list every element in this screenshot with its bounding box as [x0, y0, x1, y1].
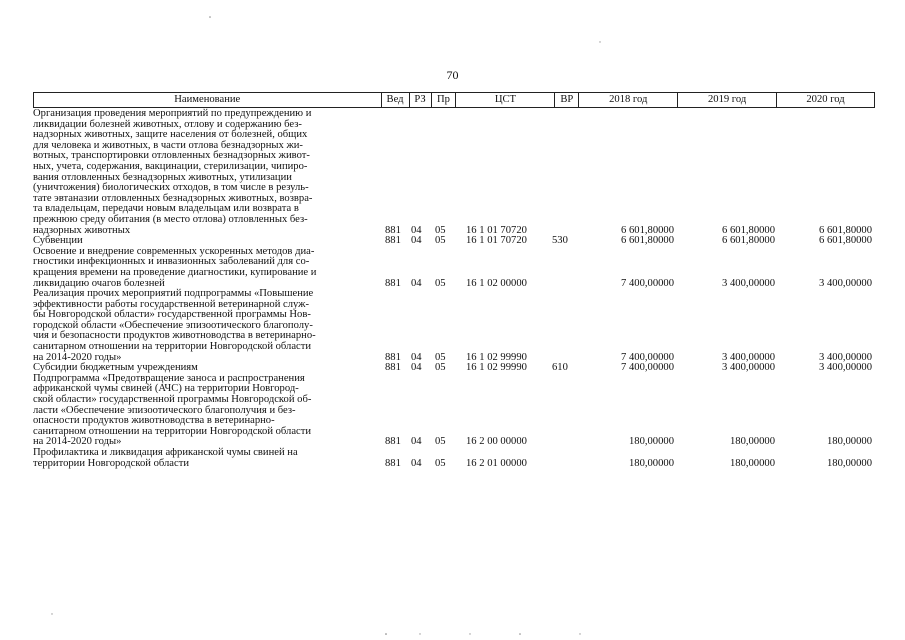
- row-cst: 16 2 01 00000: [466, 457, 527, 469]
- row-2018: 7 400,00000: [621, 362, 674, 374]
- row-rz: 04: [411, 362, 422, 374]
- header-cst: ЦСТ: [456, 93, 555, 108]
- header-2019: 2019 год: [678, 93, 777, 108]
- row-ved: 881: [385, 235, 401, 247]
- row-pr: 05: [435, 351, 446, 363]
- row-name: Субвенции: [33, 235, 83, 247]
- row-ved: 881: [385, 457, 401, 469]
- page-number: 70: [446, 68, 459, 82]
- row-2019: 3 400,00000: [722, 351, 775, 363]
- row-2020: 6 601,80000: [819, 224, 872, 236]
- row-pr: 05: [435, 277, 446, 289]
- header-rz: РЗ: [409, 93, 431, 108]
- row-2018: 180,00000: [628, 457, 674, 469]
- row-rz: 04: [411, 224, 422, 236]
- row-name: Организация проведения мероприятий по предупреждению и ликвидации болезней животных, отлову и содержанию без- надзорных животных, защите населения от болезней, общих для человека и животных, в части отлова безнадзорных жи- вотных, транспортировки отловленных безнадзорных живот- ных, учета, содержания, вакцинации, стерилизации, чипиро- вания отловленных безнадзорных животных, утилизации (уничтожения) биологических отходов, в том числе в резуль- тате эвтаназии отловленных безнадзорных животных, возвра- та владельцам, передачи новым владельцам или возврата в прежнюю среду обитания (в место отлова) отловленных без- надзорных животных: [33, 108, 313, 236]
- row-cst: 16 1 02 99990: [466, 362, 527, 374]
- row-name: Профилактика и ликвидация африканской чумы свиней на территории Новгородской области: [33, 447, 298, 469]
- row-pr: 05: [435, 436, 446, 448]
- row-name: Подпрограмма «Предотвращение заноса и распространения африканской чумы свиней (АЧС) на территории Новгород- ской области» государственной программы Новгородской об- ласти «Обеспечение эпизоотического благополучия и без- опасности продуктов животноводства в ветеринарно- санитарном отношении на территории Новгородской области на 2014-2020 годы»: [33, 372, 312, 448]
- row-2019: 6 601,80000: [722, 224, 775, 236]
- row-pr: 05: [435, 457, 446, 469]
- row-pr: 05: [435, 362, 446, 374]
- row-2020: 180,00000: [826, 436, 872, 448]
- row-pr: 05: [435, 224, 446, 236]
- header-2018: 2018 год: [579, 93, 678, 108]
- row-ved: 881: [385, 436, 401, 448]
- row-rz: 04: [411, 277, 422, 289]
- row-vr: 530: [552, 235, 568, 247]
- row-rz: 04: [411, 457, 422, 469]
- row-name: Реализация прочих мероприятий подпрограммы «Повышение эффективности работы государственной ветеринарной служ- бы Новгородской области» государственной программы Нов- городской области «Обеспечение эпизоотического благополу- чия и безопасности продуктов животноводства в ветеринарно- санитарном отношении на территории Новгородской области на 2014-2020 годы»: [33, 288, 316, 363]
- row-2020: 3 400,00000: [819, 362, 872, 374]
- header-pr: Пр: [431, 93, 456, 108]
- row-2018: 6 601,80000: [621, 224, 674, 236]
- row-2018: 7 400,00000: [621, 351, 674, 363]
- row-2019: 3 400,00000: [722, 362, 775, 374]
- header-name: Наименование: [34, 93, 382, 108]
- row-2020: 6 601,80000: [819, 235, 872, 247]
- row-2019: 6 601,80000: [722, 235, 775, 247]
- row-2020: 3 400,00000: [819, 277, 872, 289]
- row-2019: 180,00000: [729, 457, 775, 469]
- row-ved: 881: [385, 277, 401, 289]
- row-cst: 16 1 01 70720: [466, 224, 527, 236]
- row-2019: 3 400,00000: [722, 277, 775, 289]
- header-vr: ВР: [555, 93, 579, 108]
- row-cst: 16 2 00 00000: [466, 436, 527, 448]
- row-rz: 04: [411, 436, 422, 448]
- row-2018: 7 400,00000: [621, 277, 674, 289]
- row-rz: 04: [411, 235, 422, 247]
- row-vr: 610: [552, 362, 568, 374]
- row-2018: 180,00000: [628, 436, 674, 448]
- header-ved: Вед: [381, 93, 409, 108]
- row-cst: 16 1 01 70720: [466, 235, 527, 247]
- row-cst: 16 1 02 99990: [466, 351, 527, 363]
- row-ved: 881: [385, 224, 401, 236]
- header-2020: 2020 год: [777, 93, 875, 108]
- row-cst: 16 1 02 00000: [466, 277, 527, 289]
- row-name: Освоение и внедрение современных ускоренных методов диа- гностики инфекционных и инвазионных заболеваний для со- кращения времени на проведение диагностики, купирование и ликвидацию очагов болезней: [33, 245, 317, 289]
- row-pr: 05: [435, 235, 446, 247]
- row-ved: 881: [385, 351, 401, 363]
- row-2019: 180,00000: [729, 436, 775, 448]
- row-rz: 04: [411, 351, 422, 363]
- row-2020: 180,00000: [826, 457, 872, 469]
- row-2020: 3 400,00000: [819, 351, 872, 363]
- row-ved: 881: [385, 362, 401, 374]
- row-name: Субсидии бюджетным учреждениям: [33, 362, 198, 374]
- row-2018: 6 601,80000: [621, 235, 674, 247]
